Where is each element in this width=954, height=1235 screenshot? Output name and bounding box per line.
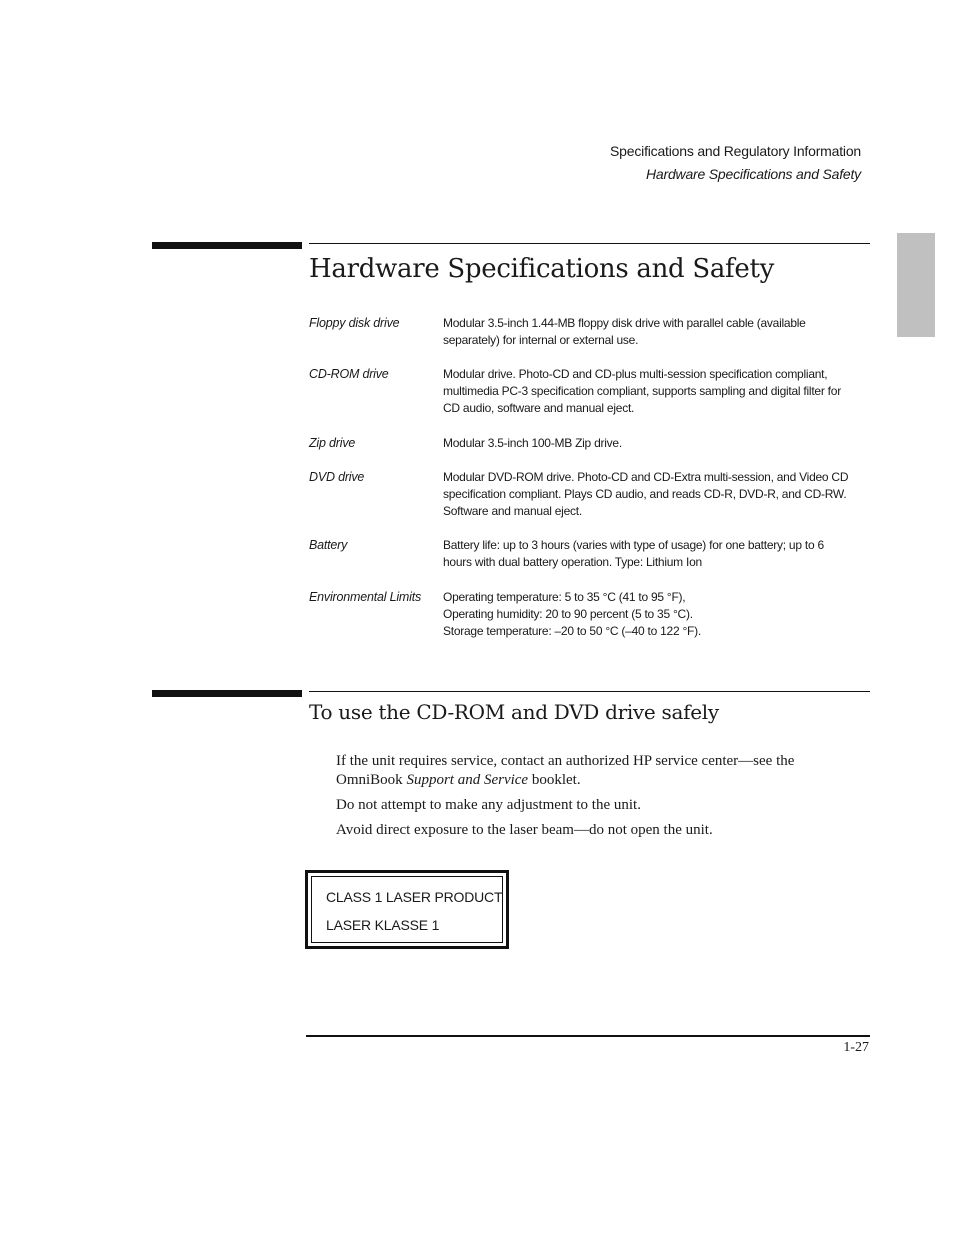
section-rule-thick (152, 242, 302, 249)
spec-line: Software and manual eject. (443, 504, 582, 518)
safety-paragraph-service (336, 752, 856, 790)
spec-line: Operating humidity: 20 to 90 percent (5 to 35 °C). (443, 607, 693, 621)
spec-line: Operating temperature: 5 to 35 °C (41 to 95 °F), (443, 590, 686, 604)
spec-line: Modular 3.5-inch 1.44-MB floppy disk drive with parallel cable (available (443, 316, 806, 330)
spec-description (443, 537, 855, 571)
subsection-rule-thick (152, 690, 302, 697)
page-title: Hardware Specifications and Safety (309, 254, 774, 284)
text-span: booklet. (528, 772, 581, 788)
section-title: Hardware Specifications and Safety (646, 166, 861, 182)
chapter-title: Specifications and Regulatory Information (610, 143, 861, 159)
safety-heading: To use the CD-ROM and DVD drive safely (309, 700, 719, 724)
spec-line: hours with dual battery operation. Type: Lithium Ion (443, 555, 702, 569)
laser-class-label (305, 870, 509, 949)
spec-line: CD audio, software and manual eject. (443, 401, 635, 415)
text-span: OmniBook (336, 772, 407, 788)
spec-label: CD-ROM drive (309, 367, 389, 381)
spec-description (443, 589, 855, 640)
section-rule-thin (309, 243, 870, 244)
spec-line: Modular DVD-ROM drive. Photo-CD and CD-Extra multi-session, and Video CD (443, 470, 849, 484)
safety-paragraph-adjustment: Do not attempt to make any adjustment to the unit. (336, 797, 641, 813)
spec-label: Zip drive (309, 436, 356, 450)
safety-paragraph-exposure: Avoid direct exposure to the laser beam—do not open the unit. (336, 822, 713, 838)
spec-description (443, 435, 855, 452)
page-number: 1-27 (843, 1040, 869, 1055)
spec-label: Floppy disk drive (309, 316, 400, 330)
running-header (610, 140, 861, 186)
footer-rule (306, 1035, 870, 1037)
spec-line: Modular drive. Photo-CD and CD-plus multi-session specification compliant, (443, 367, 828, 381)
laser-label-line: CLASS 1 LASER PRODUCT (326, 889, 503, 905)
spec-line: specification compliant. Plays CD audio, and reads CD-R, DVD-R, and CD-RW. (443, 487, 847, 501)
spec-line: separately) for internal or external use. (443, 333, 639, 347)
spec-label: Battery (309, 538, 348, 552)
spec-line: multimedia PC-3 specification compliant, supports sampling and digital filter for (443, 384, 841, 398)
booklet-title: Support and Service (406, 772, 529, 788)
text-line (336, 771, 856, 790)
spec-description (443, 469, 855, 520)
spec-line: Battery life: up to 3 hours (varies with type of usage) for one battery; up to 6 (443, 538, 824, 552)
subsection-rule-thin (309, 691, 870, 692)
laser-label-line: LASER KLASSE 1 (326, 917, 440, 933)
text-line: If the unit requires service, contact an authorized HP service center—see the (336, 753, 795, 769)
spec-line: Modular 3.5-inch 100-MB Zip drive. (443, 436, 622, 450)
laser-label-inner-border (311, 876, 503, 943)
spec-label: DVD drive (309, 470, 365, 484)
spec-line: Storage temperature: –20 to 50 °C (–40 to 122 °F). (443, 624, 701, 638)
spec-description (443, 366, 855, 417)
spec-label: Environmental Limits (309, 590, 422, 604)
spec-description (443, 315, 855, 349)
thumb-tab (897, 233, 935, 337)
